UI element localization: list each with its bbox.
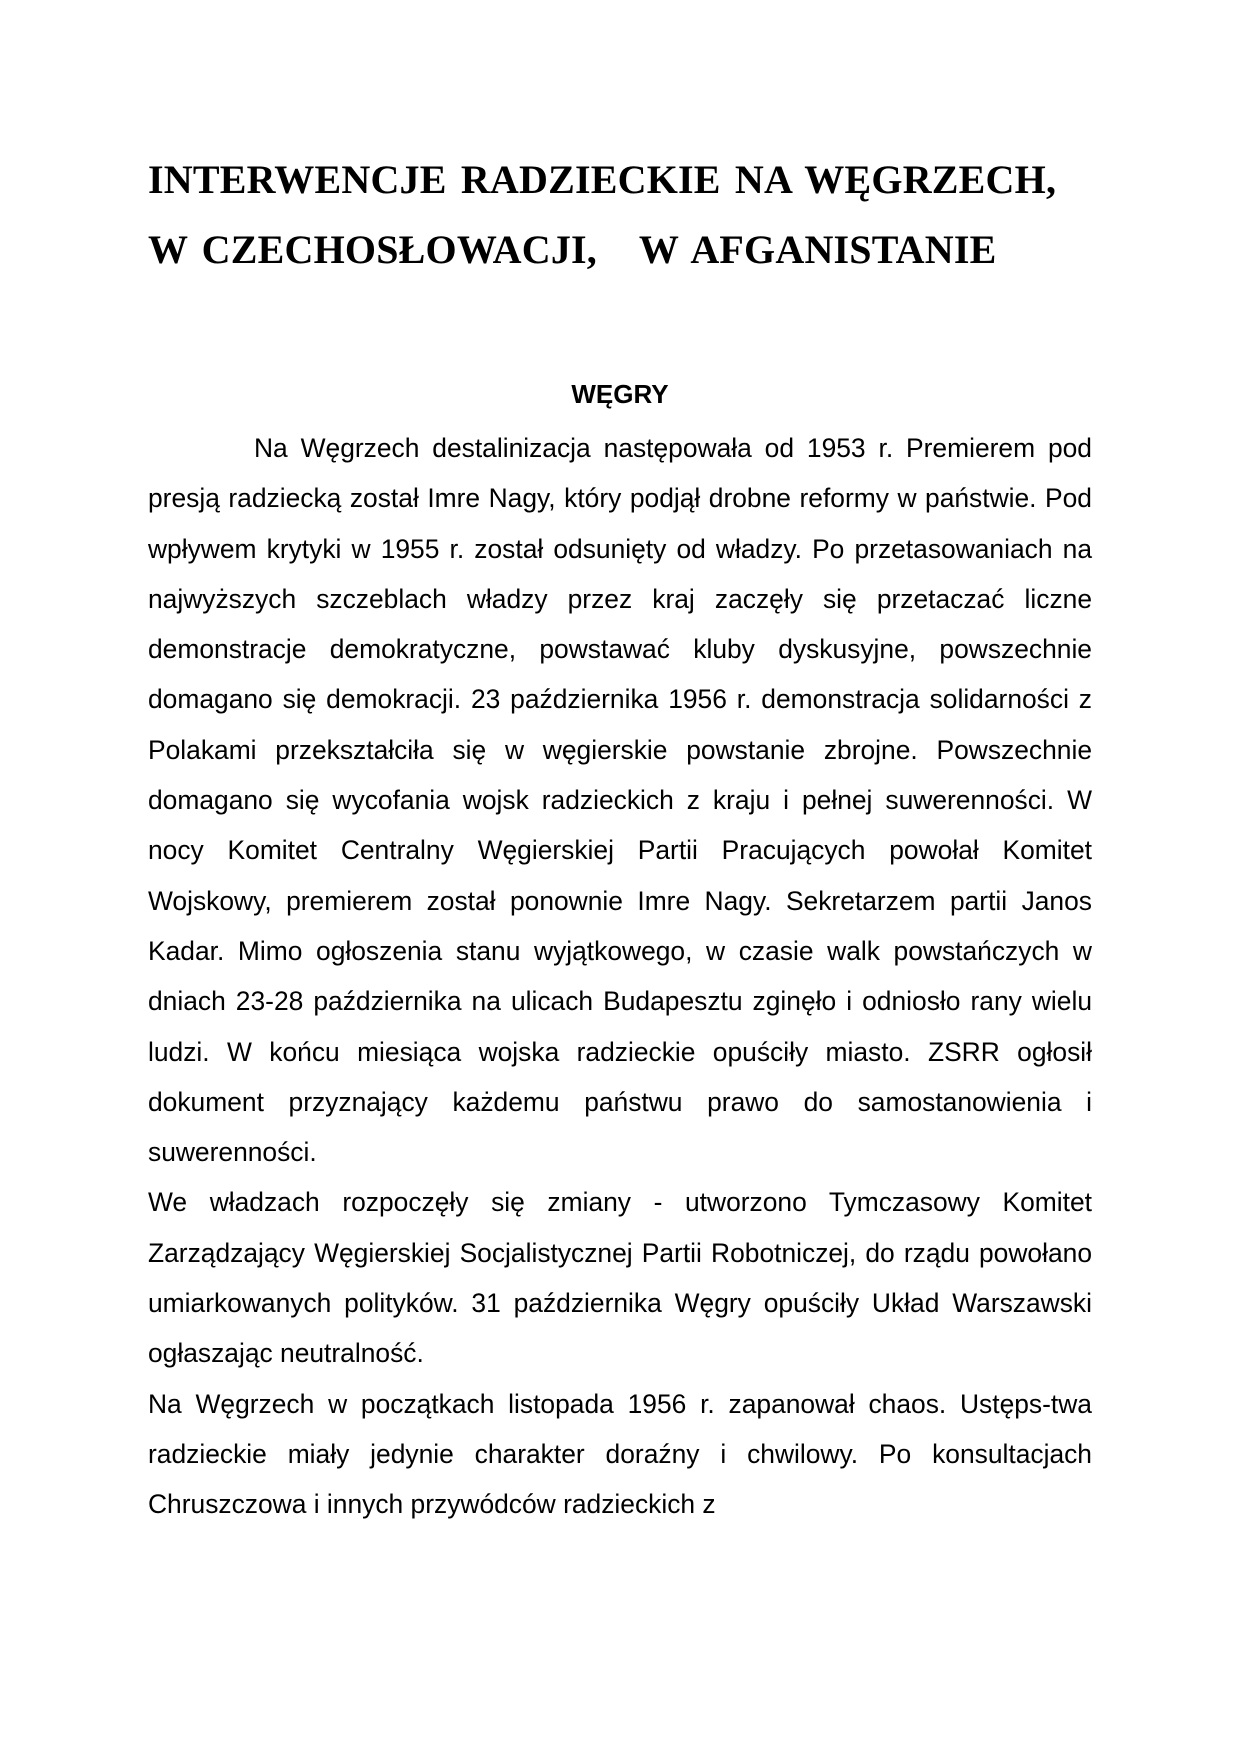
title-line-2: W CZECHOSŁOWACJI, W AFGANISTANIE [148, 227, 997, 272]
document-title [148, 145, 1108, 285]
section-heading: WĘGRY [571, 379, 669, 409]
title-line-1: INTERWENCJE RADZIECKIE NA WĘGRZECH, [148, 157, 1057, 202]
paragraph-3: Na Węgrzech w początkach listopada 1956 r. zapanował chaos. Ustęps-twa radzieckie miały jedynie charakter doraźny i chwilowy. Po konsultacjach Chruszczowa i innych przywódców radzieckich z [148, 1388, 1092, 1520]
body-text [148, 423, 1092, 1530]
paragraph-2: We władzach rozpoczęły się zmiany - utworzono Tymczasowy Komitet Zarządzający Węgierskiej Socjalistycznej Partii Robotniczej, do rządu powołano umiarkowanych polityków. 31 października Węgry opuściły Układ Warszawski ogłaszając neutralność. [148, 1187, 1092, 1369]
paragraph-1: Na Węgrzech destalinizacja następowała od 1953 r. Premierem pod presją radziecką został Imre Nagy, który podjął drobne reformy w państwie. Pod wpływem krytyki w 1955 r. został odsunięty od władzy. Po przetasowaniach na najwyższych szczeblach władzy przez kraj zaczęły się przetaczać liczne demonstracje demokratyczne, powstawać kluby dyskusyjne, powszechnie domagano się demokracji. 23 października 1956 r. demonstracja solidarności z Polakami przekształciła się w węgierskie powstanie zbrojne. Powszechnie domagano się wycofania wojsk radzieckich z kraju i pełnej suwerenności. W nocy Komitet Centralny Węgierskiej Partii Pracujących powołał Komitet Wojskowy, premierem został ponownie Imre Nagy. Sekretarzem partii Janos Kadar. Mimo ogłoszenia stanu wyjątkowego, w czasie walk powstańczych w dniach 23-28 października na ulicach Budapesztu zginęło i odniosło rany wielu ludzi. W końcu miesiąca wojska radzieckie opuściły miasto. ZSRR ogłosił dokument przyznający każdemu państwu prawo do samostanowienia i suwerenności. [148, 433, 1092, 1168]
